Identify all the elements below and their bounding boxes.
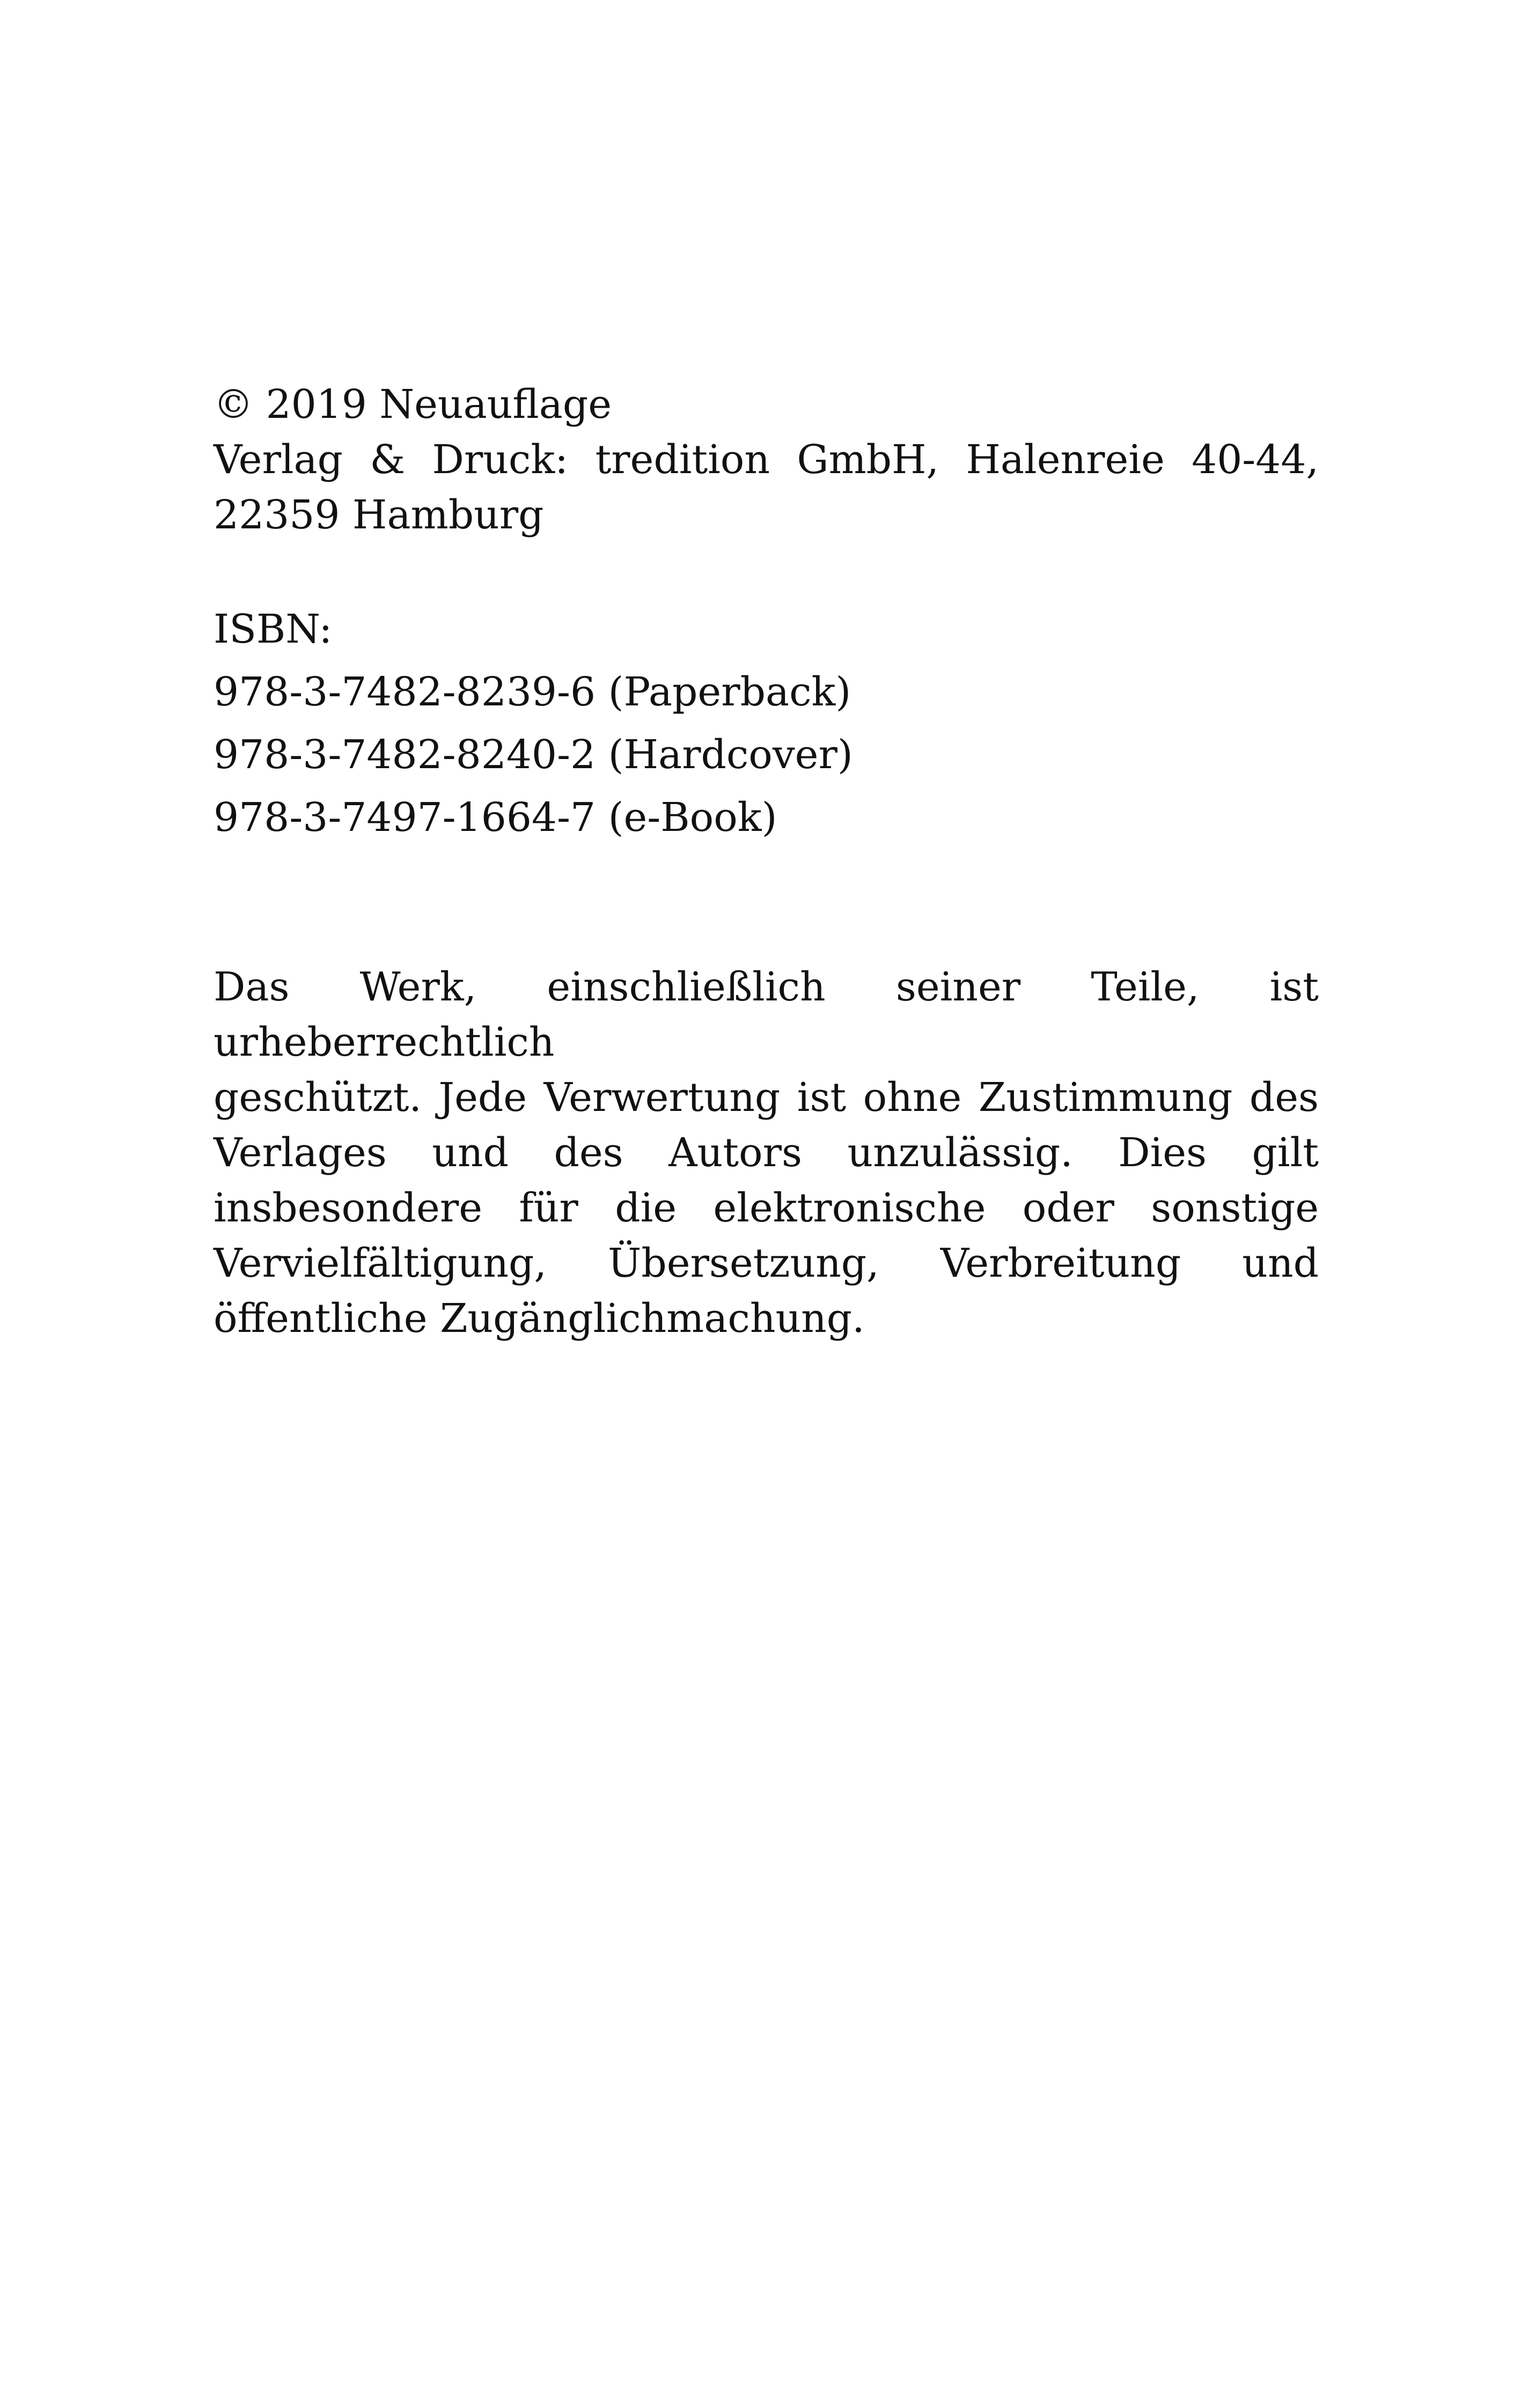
rights-notice [214, 960, 1319, 1346]
copyright-line: © 2019 Neuauflage [214, 381, 612, 428]
rights-notice-line: Vervielfältigung, Übersetzung, Verbreitung und [214, 1240, 1319, 1286]
spacer [214, 543, 1319, 598]
isbn-entry-ebook: 978-3-7497-1664-7 (e-Book) [214, 794, 777, 841]
rights-notice-line: Das Werk, einschließlich seiner Teile, ist urheberrechtlich [214, 964, 1319, 1065]
isbn-block [214, 598, 1319, 849]
imprint-block [214, 377, 1319, 543]
rights-notice-line: insbesondere für die elektronische oder sonstige [214, 1185, 1319, 1231]
spacer [214, 849, 1319, 960]
imprint-content [214, 377, 1319, 1346]
rights-notice-line: geschützt. Jede Verwertung ist ohne Zustimmung des [214, 1074, 1319, 1121]
publisher-line: Verlag & Druck: tredition GmbH, Halenreie 40-44, [214, 437, 1319, 483]
isbn-heading: ISBN: [214, 606, 333, 652]
rights-notice-line: Verlages und des Autors unzulässig. Dies gilt [214, 1130, 1319, 1176]
publisher-address: 22359 Hamburg [214, 492, 544, 538]
rights-notice-line: öffentliche Zugänglichmachung. [214, 1295, 865, 1342]
isbn-entry-hardcover: 978-3-7482-8240-2 (Hardcover) [214, 732, 853, 778]
isbn-entry-paperback: 978-3-7482-8239-6 (Paperback) [214, 669, 851, 715]
